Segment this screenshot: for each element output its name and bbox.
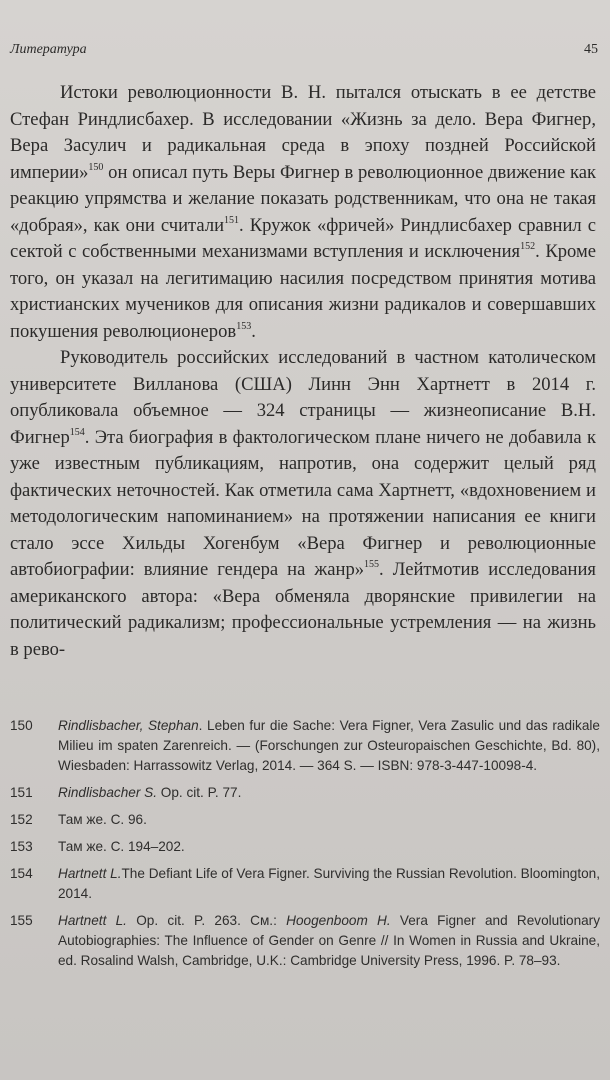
paragraph: [10, 80, 596, 345]
footnote-number: 151: [10, 785, 33, 800]
text-run: Там же. С. 96.: [58, 812, 147, 827]
text-run: он описал путь Веры Фигнер в революционное движение как реакцию упрямства и желание показать родственникам, что она не такая «добрая», как они считали: [10, 161, 596, 236]
text-run: Истоки революционности В. Н. пытался отыскать в ее детстве Стефан Риндлисбахер. В исследовании «Жизнь за дело. Вера Фигнер, Вера Засулич и радикальная среда в эпоху поздней Российской империи»: [10, 82, 596, 183]
text-run: Op. cit. P. 263. См.:: [126, 913, 287, 928]
footnote-text: [58, 911, 600, 971]
text-run: . Leben fur die Sache: Vera Figner, Vera Zasulic und das radikale Milieu im spaten Zarenreich. — (Forschungen zur Osteuropaischen Geschichte, Bd. 80), Wiesbaden: Harrassowitz Verlag, 2014. — 364 S. — ISBN: 978-3-447-10098-4.: [58, 718, 600, 773]
footnote-number: 154: [10, 866, 33, 881]
footnote-text: [58, 783, 600, 803]
footnote-author: Rindlisbacher S.: [58, 785, 157, 800]
footnote-number: 152: [10, 812, 33, 827]
chapter-title: Литература: [10, 42, 87, 57]
body-text: [10, 80, 596, 663]
footnote-author: Hoogenboom H.: [286, 913, 391, 928]
text-run: .: [251, 320, 256, 342]
footnote-ref: 152: [520, 241, 536, 252]
footnote-text: [58, 810, 600, 830]
footnote-author: Hartnett L.: [58, 866, 122, 881]
text-run: Руководитель российских исследований в частном католическом университете Вилланова (США) Линн Энн Хартнетт в 2014 г. опубликовала объемное — 324 страницы — жизнеописание В.Н. Фигнер: [10, 347, 596, 448]
footnote-number: 155: [10, 913, 33, 928]
footnote-ref: 153: [236, 320, 252, 332]
page-number: 45: [584, 42, 598, 57]
footnote-author: Hartnett L.: [58, 913, 127, 928]
footnote-text: [58, 837, 600, 857]
footnote-text: [58, 716, 600, 776]
footnote-ref: 150: [88, 161, 104, 173]
text-run: . Лейтмотив исследования американского автора: «Вера обменяла дворянские привилегии на политический радикализм; профессиональные устремления — на жизнь в рево-: [10, 559, 596, 660]
text-run: Op. cit. P. 77.: [156, 785, 242, 800]
text-run: Там же. С. 194–202.: [58, 839, 185, 854]
footnote-author: Rindlisbacher, Stephan: [58, 718, 199, 733]
footnote: [10, 810, 600, 830]
paragraph: [10, 345, 596, 663]
footnote: [10, 783, 600, 803]
text-run: . Кружок «фричей» Риндлисбахер сравнил с сектой с собственными механизмами вступления и исключения: [10, 214, 596, 262]
footnote: [10, 911, 600, 971]
text-run: Vera Figner and Revolutionary Autobiographies: The Influence of Gender on Genre // In Women in Russia and Ukraine, ed. Rosalind Walsh, Cambridge, U.K.: Cambridge University Press, 1996. P. 78–93.: [58, 913, 601, 968]
footnote: [10, 837, 600, 857]
footnote-number: 153: [10, 839, 33, 854]
footnote: [10, 716, 600, 776]
footnote-text: [58, 864, 600, 904]
footnote-number: 150: [10, 718, 33, 733]
text-run: . Эта биография в фактологическом плане ничего не добавила к уже известным публикациям, напротив, она содержит целый ряд фактических неточностей. Как отметила сама Хартнетт, «вдохновением и методологическим напоминанием» на протяжении написания ее книги стало эссе Хильды Хогенбум «Вера Фигнер и революционные автобиографии: влияние гендера на жанр»: [10, 426, 596, 580]
text-run: . Кроме того, он указал на легитимацию насилия посредством принятия мотива христианских мучеников для описания жизни радикалов и совершавших покушения революционеров: [10, 241, 596, 342]
footnote-ref: 155: [364, 559, 380, 570]
footnote-ref: 151: [224, 214, 240, 226]
footnotes: [10, 716, 600, 978]
running-head: [0, 42, 610, 62]
text-run: The Defiant Life of Vera Figner. Surviving the Russian Revolution. Bloomington, 2014.: [58, 866, 601, 901]
footnote-ref: 154: [69, 426, 85, 438]
footnote: [10, 864, 600, 904]
